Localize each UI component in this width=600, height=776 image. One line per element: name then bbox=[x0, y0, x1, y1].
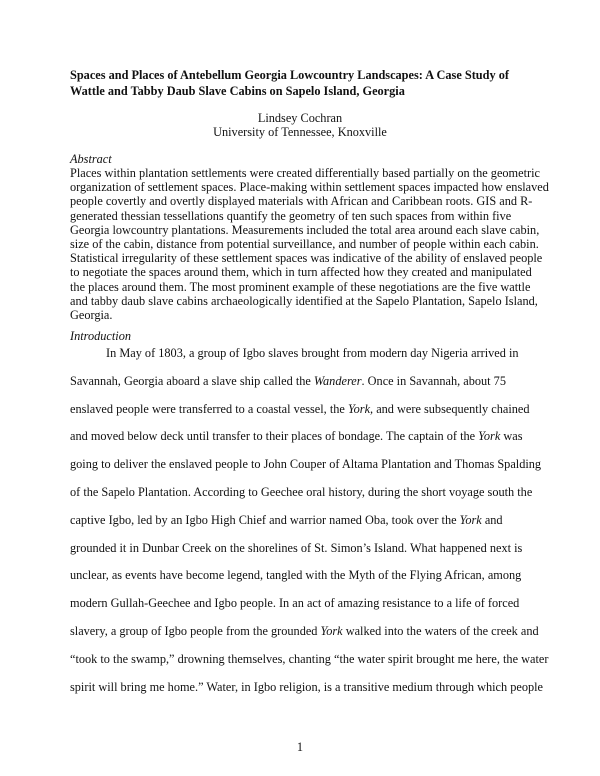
abstract-line: size of the cabin, distance from potential surveillance, and number of people within each cabin. bbox=[70, 237, 539, 252]
page-number: 1 bbox=[296, 740, 304, 754]
body-line bbox=[70, 507, 532, 535]
ship-name: York bbox=[478, 429, 501, 444]
ship-name: York bbox=[459, 512, 482, 527]
body-line: “took to the swamp,” drowning themselves, chanting “the water spirit brought me here, the water bbox=[70, 651, 549, 666]
body-text-span: walked into the waters of the creek and bbox=[342, 623, 539, 638]
author-name: Lindsey Cochran bbox=[257, 111, 343, 125]
body-line bbox=[70, 423, 532, 451]
abstract-line: Georgia. bbox=[70, 308, 113, 323]
abstract-line: generated thessian tessellations quantify the geometry of ten such spaces from within five bbox=[70, 208, 512, 223]
body-line: going to deliver the enslaved people to John Couper of Altama Plantation and Thomas Spalding bbox=[70, 457, 542, 472]
body-line bbox=[70, 618, 539, 646]
title-line: Wattle and Tabby Daub Slave Cabins on Sapelo Island, Georgia bbox=[70, 83, 405, 98]
body-text-span: and were subsequently chained bbox=[373, 401, 530, 416]
body-line: grounded it in Dunbar Creek on the shorelines of St. Simon’s Island. What happened next is bbox=[70, 540, 523, 555]
introduction-text bbox=[70, 340, 549, 701]
abstract-line: the places around them. The most prominent example of these negotiations are the five wattle bbox=[70, 279, 531, 294]
abstract-line: people covertly and overtly displayed materials with African and Caribbean roots. GIS and R- bbox=[70, 194, 533, 209]
abstract-line: Places within plantation settlements were created differentially based partially on the geometric bbox=[70, 166, 540, 180]
ship-name: Wanderer bbox=[313, 373, 362, 388]
body-line bbox=[70, 396, 532, 424]
body-line: spirit will bring me home.” Water, in Igbo religion, is a transitive medium through which people bbox=[70, 679, 543, 694]
introduction-heading: Introduction bbox=[70, 329, 132, 343]
abstract-line: and tabby daub slave cabins archaeologically identified at the Sapelo Plantation, Sapelo Island, bbox=[70, 293, 538, 308]
body-line bbox=[70, 368, 532, 396]
abstract-line: Statistical irregularity of these settlement spaces was indicative of the ability of enslaved people bbox=[70, 251, 543, 266]
ship-name: York, bbox=[347, 401, 374, 416]
body-line: of the Sapelo Plantation. According to Geechee oral history, during the short voyage south the bbox=[70, 484, 533, 499]
body-line: In May of 1803, a group of Igbo slaves brought from modern day Nigeria arrived in bbox=[106, 346, 519, 360]
abstract-line: to negotiate the spaces around them, which in turn affected how they created and manipulated bbox=[70, 265, 532, 280]
paper-title bbox=[70, 68, 530, 99]
abstract-text bbox=[70, 166, 549, 323]
abstract-line: organization of settlement spaces. Place-making within settlement spaces impacted how enslaved bbox=[70, 180, 549, 195]
title-line: Spaces and Places of Antebellum Georgia Lowcountry Landscapes: A Case Study of bbox=[70, 68, 509, 82]
author-affiliation: University of Tennessee, Knoxville bbox=[213, 125, 387, 139]
body-text-span: and moved below deck until transfer to their places of bondage. The captain of the bbox=[70, 429, 479, 444]
body-text-span: and bbox=[481, 512, 503, 527]
body-text-span: Savannah, Georgia aboard a slave ship called the bbox=[70, 373, 314, 388]
body-text-span: was bbox=[500, 429, 523, 444]
abstract-line: Georgia lowcountry plantations. Measurements included the total area around each slave cabin, bbox=[70, 222, 540, 237]
body-line: modern Gullah-Geechee and Igbo people. In an act of amazing resistance to a life of forced bbox=[70, 596, 520, 611]
body-text-span: slavery, a group of Igbo people from the grounded bbox=[70, 623, 321, 638]
body-text-span: enslaved people were transferred to a coastal vessel, the bbox=[70, 401, 348, 416]
body-text-span: captive Igbo, led by an Igbo High Chief and warrior named Oba, took over the bbox=[70, 512, 460, 527]
ship-name: York bbox=[320, 623, 343, 638]
abstract-heading: Abstract bbox=[70, 152, 112, 166]
body-text-span: . Once in Savannah, about 75 bbox=[361, 373, 506, 388]
body-line: unclear, as events have become legend, tangled with the Myth of the Flying African, among bbox=[70, 568, 522, 583]
